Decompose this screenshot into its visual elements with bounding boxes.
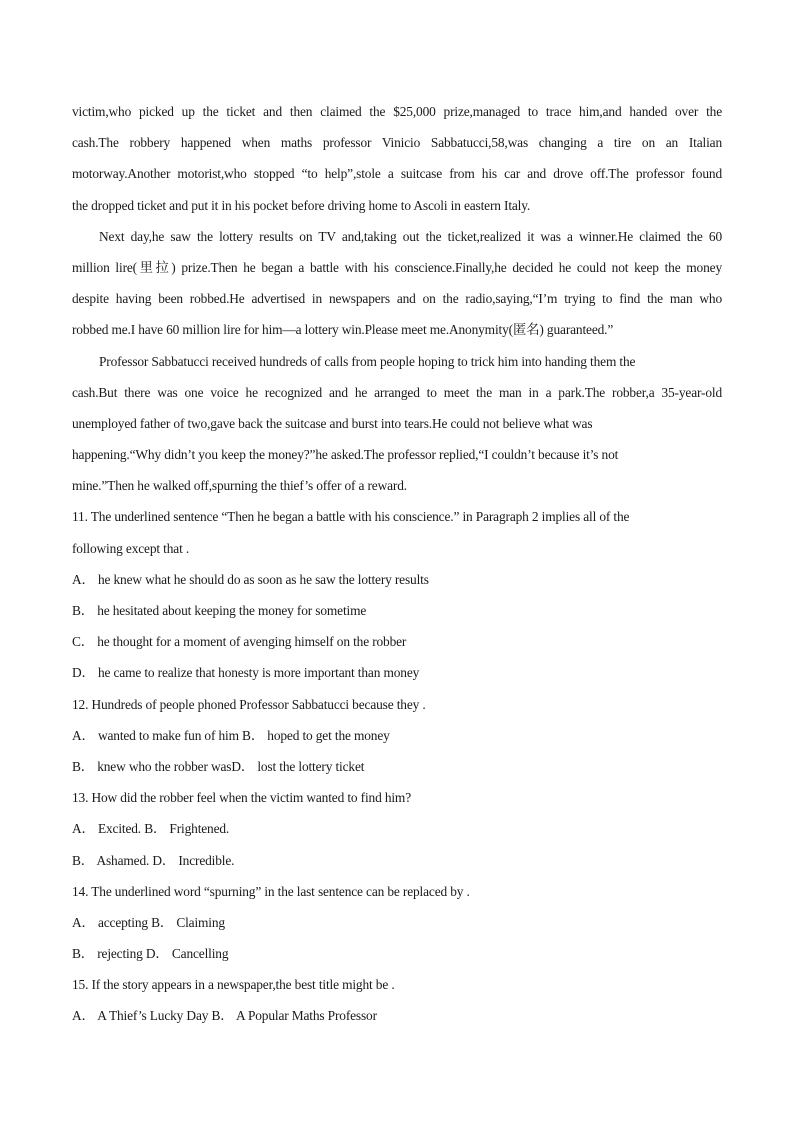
document-page: [72, 96, 722, 1032]
question-line: following except that .: [72, 540, 190, 556]
passage-line: million lire(里拉) prize.Then he began a battle with his conscience.Finally,he decided he could not keep the money: [72, 259, 722, 275]
question-line: A． he knew what he should do as soon as he saw the lottery results: [72, 571, 429, 587]
passage-line: happening.“Why didn’t you keep the money?”he asked.The professor replied,“I couldn’t because it’s not: [72, 447, 619, 463]
question-line: 12. Hundreds of people phoned Professor Sabbatucci because they .: [72, 696, 426, 712]
passage-line: Next day,he saw the lottery results on TV and,taking out the ticket,realized it was a winner.He claimed the 60: [99, 228, 722, 244]
question-line: B． Ashamed. D． Incredible.: [72, 852, 235, 868]
question-line: 13. How did the robber feel when the victim wanted to find him?: [72, 790, 411, 806]
question-line: 14. The underlined word “spurning” in the last sentence can be replaced by .: [72, 883, 470, 899]
question-line: B． he hesitated about keeping the money for sometime: [72, 603, 367, 618]
passage-line: despite having been robbed.He advertised in newspapers and on the radio,saying,“I’m trying to find the man who: [72, 291, 722, 307]
question-line: 11. The underlined sentence “Then he began a battle with his conscience.” in Paragraph 2 implies all of the: [72, 509, 630, 525]
question-line: A． accepting B． Claiming: [72, 914, 225, 930]
question-line: A． A Thief’s Lucky Day B． A Popular Maths Professor: [72, 1008, 377, 1024]
passage: [72, 96, 722, 501]
passage-line: unemployed father of two,gave back the suitcase and burst into tears.He could not believe what was: [72, 415, 593, 431]
passage-line: Professor Sabbatucci received hundreds of calls from people hoping to trick him into handing them the: [99, 353, 636, 369]
passage-line: cash.The robbery happened when maths professor Vinicio Sabbatucci,58,was changing a tire on an Italian: [72, 135, 722, 151]
passage-line: the dropped ticket and put it in his pocket before driving home to Ascoli in eastern Italy.: [72, 197, 531, 213]
question-line: A． Excited. B． Frightened.: [72, 821, 230, 837]
passage-line: victim,who picked up the ticket and then claimed the $25,000 prize,managed to trace him,and handed over the: [72, 104, 722, 119]
questions: [72, 501, 722, 1031]
question-line: C． he thought for a moment of avenging himself on the robber: [72, 634, 407, 650]
question-line: A． wanted to make fun of him B． hoped to get the money: [72, 727, 390, 743]
question-line: B． rejecting D． Cancelling: [72, 946, 229, 962]
passage-line: mine.”Then he walked off,spurning the thief’s offer of a reward.: [72, 478, 407, 494]
question-line: D． he came to realize that honesty is more important than money: [72, 665, 420, 681]
question-line: 15. If the story appears in a newspaper,the best title might be .: [72, 977, 395, 993]
question-line: B． knew who the robber wasD． lost the lottery ticket: [72, 758, 365, 774]
passage-line: cash.But there was one voice he recognized and he arranged to meet the man in a park.The robber,a 35-year-old: [72, 384, 722, 400]
passage-line: motorway.Another motorist,who stopped “to help”,stole a suitcase from his car and drove off.The professor found: [72, 166, 722, 182]
passage-line: robbed me.I have 60 million lire for him—a lottery win.Please meet me.Anonymity(匿名) guaranteed.”: [72, 322, 614, 338]
